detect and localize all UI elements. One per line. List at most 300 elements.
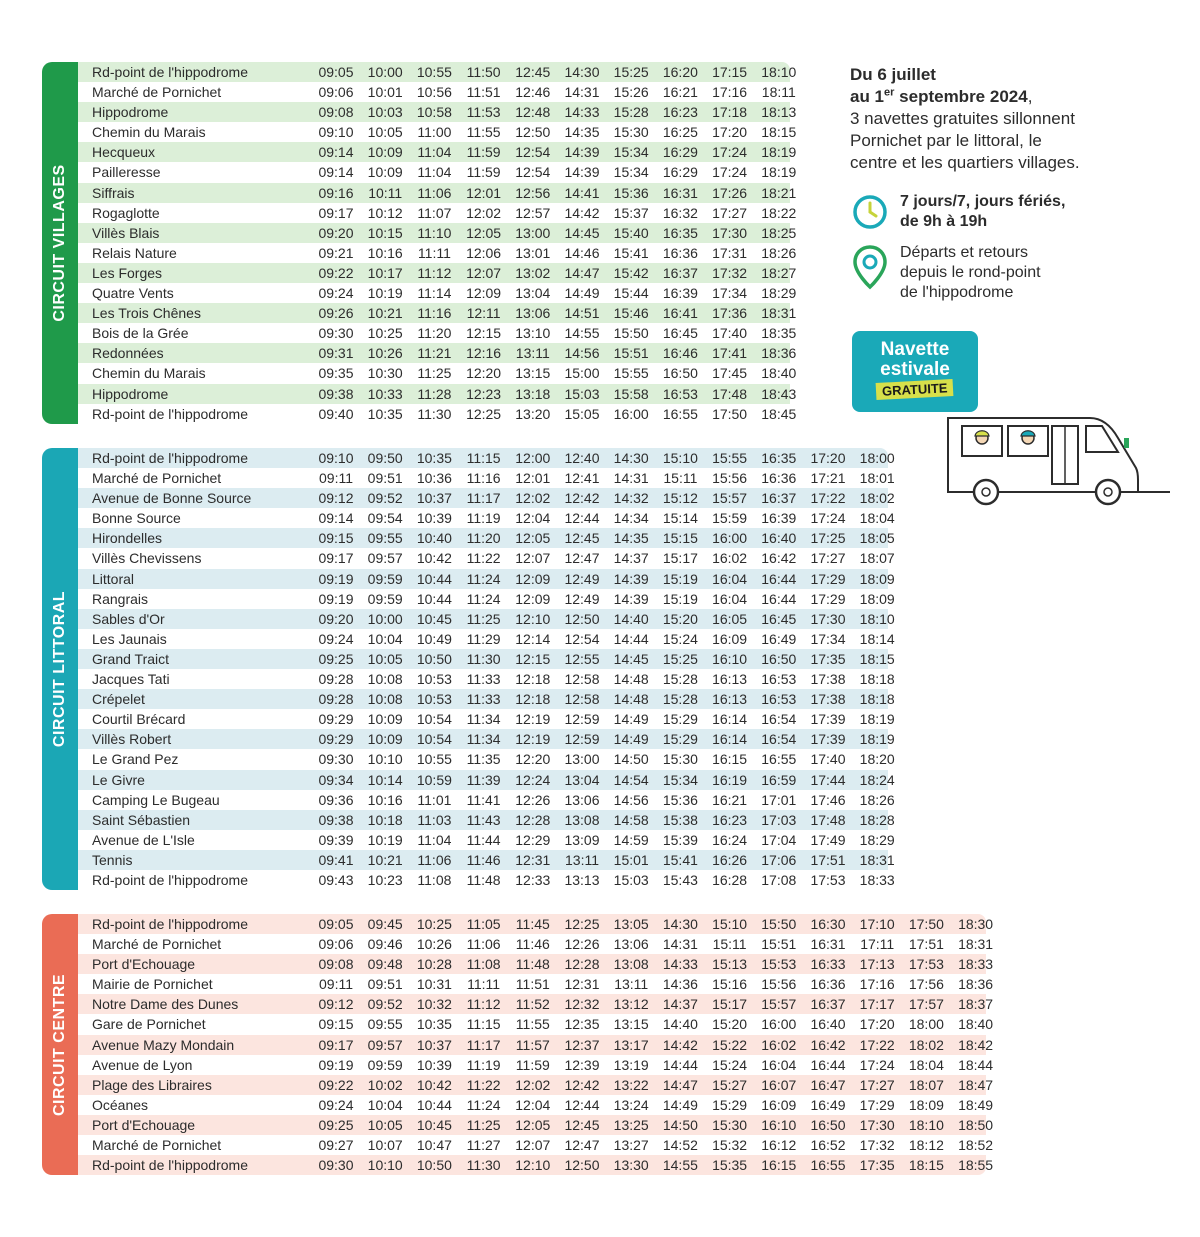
departure-time: 11:39: [466, 771, 501, 788]
departure-time: 14:30: [613, 450, 649, 466]
stop-name: Océanes: [92, 1096, 149, 1113]
departure-time: 11:12: [466, 996, 501, 1013]
circuit-littoral-label-bar: [42, 448, 78, 890]
stop-name: Crépelet: [92, 691, 145, 708]
departure-time: 09:24: [318, 630, 354, 647]
departure-time: 12:56: [515, 184, 551, 201]
departure-time: 16:31: [810, 936, 846, 953]
departure-time: 18:00: [859, 450, 895, 466]
timetable-row: [78, 1115, 994, 1135]
departure-time: 11:14: [417, 285, 452, 302]
stop-name: Pailleresse: [92, 164, 161, 181]
info-date-line2: au 1er septembre 2024,: [850, 86, 1033, 106]
departure-time: 17:31: [712, 244, 748, 261]
departure-time: 12:19: [515, 731, 551, 748]
departure-time: 12:26: [564, 936, 600, 953]
departure-time: 17:30: [859, 1116, 895, 1133]
departure-time: 15:20: [712, 1016, 748, 1033]
departure-time: 17:27: [712, 204, 748, 221]
stop-name: Villès Chevissens: [92, 550, 202, 567]
departure-time: 11:34: [466, 731, 501, 748]
schedule-line1: 7 jours/7, jours fériés,: [900, 193, 1066, 210]
departure-time: 12:05: [515, 1116, 551, 1133]
departure-time: 09:05: [318, 64, 354, 80]
departure-time: 18:10: [859, 610, 895, 627]
departure-time: 10:08: [367, 671, 403, 688]
departure-time: 13:25: [613, 1116, 649, 1133]
departure-time: 10:40: [416, 530, 452, 547]
departure-time: 12:09: [515, 590, 551, 607]
departure-time: 18:15: [761, 124, 797, 141]
departure-time: 18:31: [958, 936, 994, 953]
stop-name: Villès Blais: [92, 224, 160, 241]
departure-time: 12:06: [466, 244, 502, 261]
departure-time: 17:18: [712, 104, 748, 121]
departure-time: 16:26: [712, 851, 748, 868]
timetable-row: [78, 404, 797, 424]
departure-time: 11:04: [417, 164, 452, 181]
departure-time: 11:15: [466, 450, 501, 466]
timetable-row: [78, 850, 895, 870]
departure-time: 18:09: [859, 590, 895, 607]
departure-time: 11:24: [466, 570, 501, 587]
departure-time: 16:00: [712, 530, 748, 547]
departure-time: 10:54: [416, 731, 452, 748]
timetable-row: [78, 142, 797, 162]
departure-time: 10:37: [416, 1036, 452, 1053]
departure-time: 15:51: [761, 936, 797, 953]
departure-time: 11:34: [466, 711, 501, 728]
departure-time: 16:04: [761, 1056, 797, 1073]
departure-time: 14:59: [613, 831, 649, 848]
departure-time: 11:12: [417, 264, 452, 281]
timetable-row: [78, 62, 797, 82]
departure-time: 12:02: [466, 204, 502, 221]
departure-time: 12:11: [466, 305, 501, 322]
departure-time: 12:28: [564, 956, 600, 973]
departure-time: 15:17: [662, 550, 698, 567]
departure-time: 09:08: [318, 956, 354, 973]
departure-time: 17:25: [810, 530, 846, 547]
departure-time: 13:08: [613, 956, 649, 973]
departure-time: 17:38: [810, 691, 846, 708]
departure-time: 10:16: [367, 244, 403, 261]
circuit-littoral-table: [42, 448, 895, 890]
timetable-row: [78, 263, 797, 283]
departure-time: 10:45: [416, 610, 452, 627]
departure-time: 10:09: [367, 711, 403, 728]
departure-time: 16:37: [662, 264, 698, 281]
departure-time: 17:30: [712, 224, 748, 241]
departure-time: 18:21: [761, 184, 797, 201]
departure-time: 09:41: [318, 851, 354, 868]
departure-time: 16:23: [662, 104, 698, 121]
departure-time: 12:33: [515, 871, 551, 888]
departure-time: 12:00: [515, 450, 551, 466]
departure-time: 10:56: [416, 84, 452, 101]
departure-time: 10:09: [367, 164, 403, 181]
departure-time: 12:31: [564, 976, 600, 993]
departure-time: 14:40: [613, 610, 649, 627]
departure-time: 12:23: [466, 385, 502, 402]
departure-time: 14:35: [564, 124, 600, 141]
departure-time: 15:43: [662, 871, 698, 888]
departure-time: 09:59: [367, 1056, 403, 1073]
departure-time: 15:38: [662, 811, 698, 828]
departure-time: 14:34: [613, 510, 649, 527]
stop-name: Les Forges: [92, 264, 163, 281]
departure-time: 12:50: [564, 610, 600, 627]
departure-time: 12:20: [466, 365, 502, 382]
departure-time: 16:21: [712, 791, 748, 808]
departure-time: 12:18: [515, 691, 551, 708]
departure-time: 12:14: [515, 630, 551, 647]
departure-time: 14:39: [613, 590, 649, 607]
departure-time: 09:17: [318, 550, 354, 567]
departure-time: 10:55: [416, 751, 452, 768]
departure-time: 17:20: [859, 1016, 895, 1033]
stop-name: Rd-point de l'hippodrome: [92, 64, 248, 80]
departure-time: 09:30: [318, 325, 354, 342]
stop-name: Mairie de Pornichet: [92, 976, 213, 993]
departure-time: 09:10: [318, 450, 354, 466]
departure-time: 17:03: [761, 811, 797, 828]
departure-time: 16:12: [761, 1137, 797, 1154]
departure-time: 10:14: [367, 771, 403, 788]
departure-time: 09:55: [367, 530, 403, 547]
departure-time: 10:33: [367, 385, 403, 402]
departure-time: 18:31: [859, 851, 895, 868]
departure-time: 14:49: [662, 1096, 698, 1113]
departure-time: 15:55: [712, 450, 748, 466]
stop-name: Redonnées: [92, 345, 164, 362]
departure-time: 10:04: [367, 630, 403, 647]
departure-time: 17:17: [859, 996, 895, 1013]
departure-time: 14:54: [613, 771, 649, 788]
departure-time: 11:05: [466, 916, 501, 932]
departure-time: 13:15: [613, 1016, 649, 1033]
departure-time: 11:51: [515, 976, 550, 993]
departure-time: 18:28: [859, 811, 895, 828]
departure-time: 09:19: [318, 590, 354, 607]
departure-time: 13:20: [515, 405, 551, 422]
departure-time: 18:40: [958, 1016, 994, 1033]
departure-time: 17:10: [859, 916, 895, 932]
departure-time: 15:39: [662, 831, 698, 848]
clock-icon: [850, 192, 890, 232]
timetable-row: [78, 448, 895, 468]
timetable-row: [78, 810, 895, 830]
timetable-row: [78, 669, 895, 689]
stop-name: Rd-point de l'hippodrome: [92, 871, 248, 888]
departure-time: 16:36: [761, 470, 797, 487]
departure-time: 12:09: [515, 570, 551, 587]
departure-time: 16:28: [712, 871, 748, 888]
departure-time: 18:19: [761, 144, 797, 161]
departure-time: 11:01: [417, 791, 452, 808]
departure-time: 15:51: [613, 345, 649, 362]
departure-time: 17:29: [810, 570, 846, 587]
badge-line2: estivale: [880, 359, 950, 380]
departure-time: 15:28: [613, 104, 649, 121]
departure-time: 15:17: [712, 996, 748, 1013]
departure-time: 18:14: [859, 630, 895, 647]
stop-name: Villès Robert: [92, 731, 172, 748]
departure-time: 18:49: [958, 1096, 994, 1113]
stop-name: Bonne Source: [92, 510, 181, 527]
departure-time: 15:14: [662, 510, 698, 527]
departure-time: 12:28: [515, 811, 551, 828]
departure-time: 15:44: [613, 285, 649, 302]
departure-time: 16:20: [662, 64, 698, 80]
departure-time: 09:36: [318, 791, 354, 808]
departure-time: 09:10: [318, 124, 354, 141]
departure-time: 10:39: [416, 1056, 452, 1073]
departure-time: 10:21: [367, 851, 403, 868]
departure-time: 12:54: [515, 144, 551, 161]
departure-time: 12:47: [564, 550, 600, 567]
departure-time: 18:10: [761, 64, 797, 80]
departure-time: 15:27: [712, 1076, 748, 1093]
departure-time: 18:09: [859, 570, 895, 587]
departure-time: 16:50: [810, 1116, 846, 1133]
departure-time: 10:53: [416, 691, 452, 708]
departure-time: 09:19: [318, 570, 354, 587]
departure-time: 10:25: [367, 325, 403, 342]
departure-time: 15:58: [613, 385, 649, 402]
departure-time: 13:09: [564, 831, 600, 848]
departure-time: 13:04: [515, 285, 551, 302]
circuit-villages-label-bar: [42, 62, 78, 424]
departure-time: 12:19: [515, 711, 551, 728]
departure-time: 17:32: [859, 1137, 895, 1154]
departure-time: 16:45: [761, 610, 797, 627]
departure-time: 18:18: [859, 691, 895, 708]
departure-time: 16:40: [761, 530, 797, 547]
departure-time: 16:00: [613, 405, 649, 422]
departure-time: 10:01: [367, 84, 403, 101]
departure-time: 17:29: [859, 1096, 895, 1113]
departure-time: 13:08: [564, 811, 600, 828]
departure-time: 10:08: [367, 691, 403, 708]
departure-time: 11:46: [515, 936, 550, 953]
circuit-centre-label-bar: [42, 914, 78, 1175]
departure-time: 14:52: [662, 1137, 698, 1154]
departure-time: 14:40: [662, 1016, 698, 1033]
departure-time: 10:35: [416, 450, 452, 466]
departure-time: 17:27: [859, 1076, 895, 1093]
departure-time: 16:32: [662, 204, 698, 221]
departure-time: 10:53: [416, 671, 452, 688]
timetable-row: [78, 870, 895, 890]
departure-time: 17:16: [712, 84, 748, 101]
departure-time: 12:05: [466, 224, 502, 241]
info-text-line4: Pornichet par le littoral, le: [850, 131, 1042, 150]
departure-time: 11:29: [466, 630, 501, 647]
departure-time: 11:33: [466, 691, 501, 708]
departure-time: 17:20: [810, 450, 846, 466]
departure-time: 18:15: [908, 1157, 944, 1174]
departure-time: 17:57: [908, 996, 944, 1013]
departure-time: 10:47: [416, 1137, 452, 1154]
departure-time: 17:50: [712, 405, 748, 422]
stop-name: Rogaglotte: [92, 204, 160, 221]
departure-time: 17:50: [908, 916, 944, 932]
timetable-row: [78, 548, 895, 568]
departure-time: 12:31: [515, 851, 551, 868]
departure-time: 17:30: [810, 610, 846, 627]
departure-time: 14:42: [662, 1036, 698, 1053]
departure-time: 16:35: [662, 224, 698, 241]
departure-time: 18:42: [958, 1036, 994, 1053]
departure-time: 14:42: [564, 204, 600, 221]
departure-time: 18:07: [908, 1076, 944, 1093]
departure-time: 18:47: [958, 1076, 994, 1093]
circuit-villages-rows: [78, 62, 797, 424]
departure-time: 15:32: [712, 1137, 748, 1154]
departure-time: 17:13: [859, 956, 895, 973]
departure-time: 11:17: [466, 490, 501, 507]
timetable-row: [78, 384, 797, 404]
departure-time: 09:50: [367, 450, 403, 466]
departure-time: 10:55: [416, 64, 452, 80]
departure-time: 10:19: [367, 285, 403, 302]
departure-time: 14:49: [564, 285, 600, 302]
departure-time: 14:32: [613, 490, 649, 507]
timetable-row: [78, 569, 895, 589]
departure-time: 17:24: [712, 144, 748, 161]
departure-time: 13:17: [613, 1036, 649, 1053]
departure-time: 16:19: [712, 771, 748, 788]
departure-time: 10:03: [367, 104, 403, 121]
departure-time: 09:29: [318, 731, 354, 748]
departure-time: 15:36: [662, 791, 698, 808]
departure-time: 10:10: [367, 751, 403, 768]
departure-time: 10:12: [367, 204, 403, 221]
departure-time: 16:04: [712, 570, 748, 587]
departure-time: 14:47: [662, 1076, 698, 1093]
departure-time: 12:47: [564, 1137, 600, 1154]
stop-name: Avenue de Lyon: [92, 1056, 193, 1073]
departure-time: 11:11: [417, 244, 451, 261]
stop-name: Bois de la Grée: [92, 325, 189, 342]
departure-time: 12:45: [515, 64, 551, 80]
stop-name: Sables d'Or: [92, 610, 165, 627]
departure-time: 14:47: [564, 264, 600, 281]
departure-time: 18:37: [958, 996, 994, 1013]
departure-time: 13:13: [564, 871, 600, 888]
departure-time: 10:18: [367, 811, 403, 828]
departure-time: 13:11: [515, 345, 550, 362]
timetable-row: [78, 1035, 994, 1055]
departure-time: 16:15: [712, 751, 748, 768]
departure-time: 10:02: [367, 1076, 403, 1093]
departure-time: 13:27: [613, 1137, 649, 1154]
departure-time: 17:44: [810, 771, 846, 788]
departure-time: 15:30: [662, 751, 698, 768]
departure-time: 18:29: [859, 831, 895, 848]
timetable-row: [78, 102, 797, 122]
stop-name: Le Grand Pez: [92, 751, 179, 768]
departure-time: 12:25: [564, 916, 600, 932]
departure-time: 09:25: [318, 1116, 354, 1133]
departure-time: 16:37: [810, 996, 846, 1013]
departure-time: 12:04: [515, 1096, 551, 1113]
departure-time: 10:04: [367, 1096, 403, 1113]
departure-time: 17:24: [859, 1056, 895, 1073]
departure-time: 18:50: [958, 1116, 994, 1133]
departure-time: 11:59: [515, 1056, 550, 1073]
departure-time: 09:14: [318, 164, 354, 181]
departure-time: 10:35: [367, 405, 403, 422]
departure-time: 09:46: [367, 936, 403, 953]
departure-time: 11:25: [417, 365, 452, 382]
departure-time: 17:20: [712, 124, 748, 141]
departure-time: 14:44: [662, 1056, 698, 1073]
departure-time: 09:31: [318, 345, 354, 362]
timetable-row: [78, 528, 895, 548]
departure-time: 09:28: [318, 671, 354, 688]
departure-time: 18:19: [859, 711, 895, 728]
departure-time: 14:39: [564, 164, 600, 181]
departure-time: 13:06: [613, 936, 649, 953]
departure-time: 09:20: [318, 610, 354, 627]
departure-time: 12:50: [515, 124, 551, 141]
departure-time: 17:56: [908, 976, 944, 993]
departure-time: 11:22: [466, 1076, 501, 1093]
stop-name: Marché de Pornichet: [92, 1137, 222, 1154]
timetable-row: [78, 649, 895, 669]
departure-time: 15:25: [613, 64, 649, 80]
departure-time: 18:11: [761, 84, 796, 101]
timetable-row: [78, 830, 895, 850]
departure-time: 09:24: [318, 1096, 354, 1113]
stop-name: Siffrais: [92, 184, 135, 201]
departure-time: 15:12: [662, 490, 698, 507]
departure-time: 12:10: [515, 610, 551, 627]
timetable-row: [78, 934, 994, 954]
circuit-littoral-rows: [78, 448, 895, 890]
departure-time: 16:44: [761, 570, 797, 587]
timetable-row: [78, 223, 797, 243]
departure-time: 17:49: [810, 831, 846, 848]
departure-time: 18:30: [958, 916, 994, 932]
departure-time: 16:00: [761, 1016, 797, 1033]
departure-time: 10:26: [416, 936, 452, 953]
timetable-row: [78, 709, 895, 729]
departure-time: 17:04: [761, 831, 797, 848]
stop-name: Relais Nature: [92, 244, 177, 261]
departure-time: 10:32: [416, 996, 452, 1013]
departure-time: 17:22: [810, 490, 846, 507]
stop-name: Port d'Echouage: [92, 956, 196, 973]
departure-time: 11:30: [417, 405, 452, 422]
stop-name: Tennis: [92, 851, 133, 868]
departure-time: 09:27: [318, 1137, 354, 1154]
departure-time: 09:21: [318, 244, 354, 261]
departure-time: 15:41: [613, 244, 649, 261]
departure-time: 12:02: [515, 1076, 551, 1093]
departure-time: 16:49: [761, 630, 797, 647]
departure-time: 11:07: [417, 204, 452, 221]
timetable-row: [78, 770, 895, 790]
stop-name: Courtil Brécard: [92, 711, 186, 728]
departure-time: 18:36: [761, 345, 797, 362]
departure-time: 16:09: [712, 630, 748, 647]
departure-time: 13:10: [515, 325, 551, 342]
departure-time: 12:37: [564, 1036, 600, 1053]
info-text-line5: centre et les quartiers villages.: [850, 153, 1080, 172]
